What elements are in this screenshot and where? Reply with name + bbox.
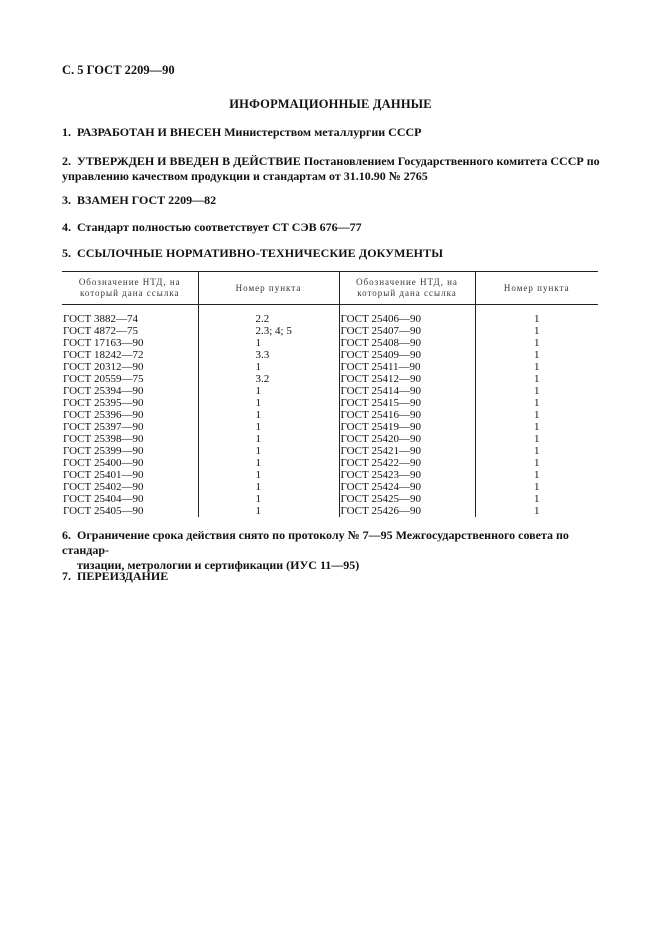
item-number: 3. [62, 193, 71, 207]
document-title: ИНФОРМАЦИОННЫЕ ДАННЫЕ [229, 97, 432, 111]
item-number: 5. [62, 246, 71, 260]
header-doc-line1: Обозначение НТД, на [356, 277, 458, 287]
item-developed [62, 125, 602, 140]
ref-doc-left: ГОСТ 20312—90 [63, 361, 144, 373]
item-number: 1. [62, 125, 71, 139]
ref-doc-left: ГОСТ 25398—90 [63, 433, 144, 445]
ref-doc-left: ГОСТ 25400—90 [63, 457, 144, 469]
ref-point-right: 1 [475, 361, 598, 373]
table-header-row [62, 272, 598, 305]
table-row [62, 457, 598, 469]
ref-doc-right: ГОСТ 25423—90 [339, 469, 475, 481]
ref-point-left: 1 [198, 493, 339, 505]
item-text: Министерством металлургии СССР [221, 125, 422, 139]
item-references [62, 246, 602, 261]
item-restriction [62, 528, 602, 573]
header-doc-left [62, 272, 198, 305]
ref-point-left: 2.3; 4; 5 [198, 325, 339, 337]
ref-point-right: 1 [475, 493, 598, 505]
ref-doc-left: ГОСТ 25401—90 [63, 469, 144, 481]
ref-point-right: 1 [475, 469, 598, 481]
table-row [62, 469, 598, 481]
ref-point-left: 1 [198, 421, 339, 433]
ref-doc-right: ГОСТ 25408—90 [339, 337, 475, 349]
header-doc-line2: который дана ссылка [357, 288, 457, 298]
header-doc-line2: который дана ссылка [79, 288, 180, 298]
ref-doc-right: ГОСТ 25415—90 [339, 397, 475, 409]
ref-doc-right: ГОСТ 25426—90 [339, 505, 475, 517]
item-reissue [62, 569, 602, 584]
ref-doc-left: ГОСТ 25402—90 [63, 481, 144, 493]
header-point-left: Номер пункта [198, 272, 339, 305]
ref-point-right: 1 [475, 313, 598, 325]
table-row [62, 421, 598, 433]
item-lead: ПЕРЕИЗДАНИЕ [77, 569, 169, 583]
ref-doc-left: ГОСТ 25399—90 [63, 445, 144, 457]
item-text: Стандарт полностью соответствует СТ СЭВ 676—77 [77, 220, 362, 234]
table-row [62, 361, 598, 373]
table-row [62, 397, 598, 409]
ref-point-left: 1 [198, 385, 339, 397]
ref-doc-left: ГОСТ 20559—75 [63, 373, 144, 385]
ref-doc-right: ГОСТ 25407—90 [339, 325, 475, 337]
table-row [62, 481, 598, 493]
ref-doc-left: ГОСТ 4872—75 [63, 325, 138, 337]
ref-doc-right: ГОСТ 25411—90 [339, 361, 475, 373]
table-row [62, 385, 598, 397]
ref-doc-right: ГОСТ 25412—90 [339, 373, 475, 385]
ref-doc-right: ГОСТ 25409—90 [339, 349, 475, 361]
ref-point-right: 1 [475, 349, 598, 361]
ref-point-left: 1 [198, 445, 339, 457]
header-point-right: Номер пункта [475, 272, 598, 305]
item-text-line2: тизации, метрологии и сертификации (ИУС 11—95) [77, 558, 360, 572]
ref-point-right: 1 [475, 397, 598, 409]
table-row [62, 409, 598, 421]
ref-doc-left: ГОСТ 25394—90 [63, 385, 144, 397]
table-row [62, 505, 598, 517]
table-row [62, 313, 598, 325]
references-table [62, 271, 598, 517]
table-row [62, 349, 598, 361]
ref-point-right: 1 [475, 337, 598, 349]
ref-doc-right: ГОСТ 25425—90 [339, 493, 475, 505]
ref-doc-right: ГОСТ 25421—90 [339, 445, 475, 457]
item-lead: УТВЕРЖДЕН И ВВЕДЕН В ДЕЙСТВИЕ [77, 154, 301, 168]
table-row [62, 337, 598, 349]
ref-doc-left: ГОСТ 18242—72 [63, 349, 144, 361]
ref-point-right: 1 [475, 373, 598, 385]
ref-point-left: 3.3 [198, 349, 339, 361]
ref-doc-left: ГОСТ 17163—90 [63, 337, 144, 349]
item-lead: ВЗАМЕН ГОСТ 2209—82 [77, 193, 217, 207]
ref-point-left: 1 [198, 457, 339, 469]
ref-point-left: 1 [198, 409, 339, 421]
ref-doc-left: ГОСТ 25397—90 [63, 421, 144, 433]
table-row [62, 325, 598, 337]
ref-point-left: 2.2 [198, 313, 339, 325]
ref-doc-left: ГОСТ 25404—90 [63, 493, 144, 505]
item-replaced [62, 193, 602, 208]
ref-point-right: 1 [475, 409, 598, 421]
item-lead: ССЫЛОЧНЫЕ НОРМАТИВНО-ТЕХНИЧЕСКИЕ ДОКУМЕНТЫ [77, 246, 444, 260]
item-lead: РАЗРАБОТАН И ВНЕСЕН [77, 125, 222, 139]
ref-point-right: 1 [475, 325, 598, 337]
table-row [62, 373, 598, 385]
ref-doc-left: ГОСТ 25395—90 [63, 397, 144, 409]
ref-point-left: 3.2 [198, 373, 339, 385]
item-approved [62, 154, 602, 184]
header-doc-line1: Обозначение НТД, на [78, 277, 181, 287]
ref-point-right: 1 [475, 505, 598, 517]
ref-point-left: 1 [198, 397, 339, 409]
item-number: 6. [62, 528, 71, 542]
ref-doc-right: ГОСТ 25416—90 [339, 409, 475, 421]
item-text-line1: Ограничение срока действия снято по протоколу № 7—95 Межгосударственного совета по стандар- [62, 528, 569, 557]
ref-point-left: 1 [198, 433, 339, 445]
ref-point-left: 1 [198, 337, 339, 349]
ref-point-left: 1 [198, 361, 339, 373]
ref-point-left: 1 [198, 469, 339, 481]
item-number: 2. [62, 154, 71, 168]
table-row [62, 493, 598, 505]
ref-doc-left: ГОСТ 25396—90 [63, 409, 144, 421]
ref-point-right: 1 [475, 433, 598, 445]
ref-doc-right: ГОСТ 25422—90 [339, 457, 475, 469]
ref-doc-right: ГОСТ 25420—90 [339, 433, 475, 445]
ref-point-right: 1 [475, 445, 598, 457]
ref-doc-right: ГОСТ 25424—90 [339, 481, 475, 493]
item-text-line1: Постановлением Государственного комитета СССР по [300, 154, 600, 168]
table-row [62, 445, 598, 457]
ref-point-left: 1 [198, 505, 339, 517]
ref-point-right: 1 [475, 421, 598, 433]
ref-point-right: 1 [475, 385, 598, 397]
ref-doc-right: ГОСТ 25414—90 [339, 385, 475, 397]
ref-point-right: 1 [475, 481, 598, 493]
item-number: 4. [62, 220, 71, 234]
item-conformity [62, 220, 602, 235]
item-text-line2: управлению качеством продукции и стандартам от 31.10.90 № 2765 [62, 169, 428, 183]
header-doc-right [339, 272, 475, 305]
ref-doc-left: ГОСТ 3882—74 [63, 313, 138, 325]
ref-doc-left: ГОСТ 25405—90 [63, 505, 144, 517]
ref-point-right: 1 [475, 457, 598, 469]
ref-point-left: 1 [198, 481, 339, 493]
table-row [62, 433, 598, 445]
ref-doc-right: ГОСТ 25406—90 [339, 313, 475, 325]
page-header: С. 5 ГОСТ 2209—90 [62, 63, 175, 77]
ref-doc-right: ГОСТ 25419—90 [339, 421, 475, 433]
item-number: 7. [62, 569, 71, 583]
